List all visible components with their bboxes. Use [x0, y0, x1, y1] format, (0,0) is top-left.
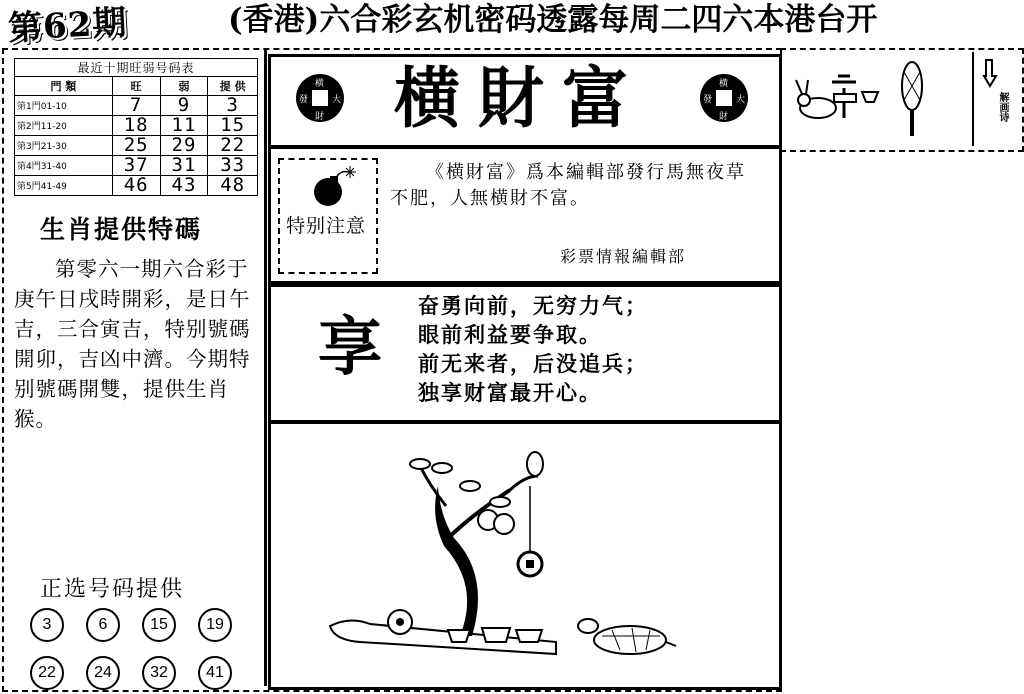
poem-big-char: 享: [318, 311, 382, 385]
pick-number: 3: [30, 608, 64, 642]
pick-number: 41: [198, 656, 232, 690]
table-cell: 43: [160, 176, 208, 196]
pick-number: 24: [86, 656, 120, 690]
table-cell: 31: [160, 156, 208, 176]
zodiac-title: 生肖提供特碼: [40, 215, 203, 244]
table-cell: 29: [160, 136, 208, 156]
table-cell: 22: [208, 136, 258, 156]
table-cell: 25: [112, 136, 160, 156]
bomb-icon: [306, 164, 356, 210]
pick-number: 32: [142, 656, 176, 690]
table-row: [15, 176, 258, 196]
pick-number: 19: [198, 608, 232, 642]
table-header: 旺: [112, 77, 160, 96]
table-cell: 37: [112, 156, 160, 176]
table-cell: 18: [112, 116, 160, 136]
poem-lines: [418, 292, 768, 408]
hint-label: 解画诗: [997, 92, 1008, 122]
notice-signature: 彩票情報編輯部: [560, 247, 687, 266]
row-label: 第5門41-49: [15, 176, 113, 196]
row-label: 第1門01-10: [15, 96, 113, 116]
row-label: 第3門21-30: [15, 136, 113, 156]
table-row: [15, 96, 258, 116]
coin-icon: 横 大 財 發: [296, 74, 344, 122]
headline: (香港)六合彩玄机密码透露每周二四六本港台开: [228, 2, 878, 38]
zodiac-text: 第零六一期六合彩于庚午日戌時開彩，是日午吉，三合寅吉，特别號碼開卯，吉凶中濟。今期特别號碼開雙，提供生肖猴。: [14, 257, 251, 431]
picks-grid: [30, 608, 254, 690]
notice-text: 《横財富》爲本編輯部發行馬無夜草不肥，人無横財不富。: [390, 162, 746, 209]
poem-line: 眼前利益要争取。: [418, 323, 602, 347]
poem-line: 奋勇向前，无穷力气；: [418, 294, 648, 318]
pick-number: 6: [86, 608, 120, 642]
pick-number: 15: [142, 608, 176, 642]
poem-line: 前无来者，后没追兵；: [418, 352, 648, 376]
coin-icon: 横 大 財 發: [700, 74, 748, 122]
pick-number: 22: [30, 656, 64, 690]
table-cell: 11: [160, 116, 208, 136]
table-row: [15, 116, 258, 136]
hot-cold-table: [14, 58, 258, 196]
pointing-hand-icon: [980, 58, 1000, 88]
table-row: [15, 136, 258, 156]
table-header: 弱: [160, 77, 208, 96]
table-row: [15, 156, 258, 176]
table-cell: 46: [112, 176, 160, 196]
table-title: 最近十期旺弱号码表: [15, 59, 258, 77]
picks-title: 正选号码提供: [40, 577, 185, 602]
table-cell: 48: [208, 176, 258, 196]
row-label: 第4門31-40: [15, 156, 113, 176]
table-cell: 33: [208, 156, 258, 176]
row-label: 第2門11-20: [15, 116, 113, 136]
table-header: 門 類: [15, 77, 113, 96]
tree-illustration: [320, 446, 680, 672]
issue-number: 第62期: [7, 2, 129, 49]
table-header: 提 供: [208, 77, 258, 96]
table-cell: 3: [208, 96, 258, 116]
rabbit-icon: [788, 58, 968, 142]
table-cell: 7: [112, 96, 160, 116]
logo-title: 横財富: [394, 59, 646, 137]
special-label: 特别注意: [285, 215, 366, 237]
table-cell: 9: [160, 96, 208, 116]
poem-line: 独享财富最开心。: [418, 381, 602, 405]
table-cell: 15: [208, 116, 258, 136]
